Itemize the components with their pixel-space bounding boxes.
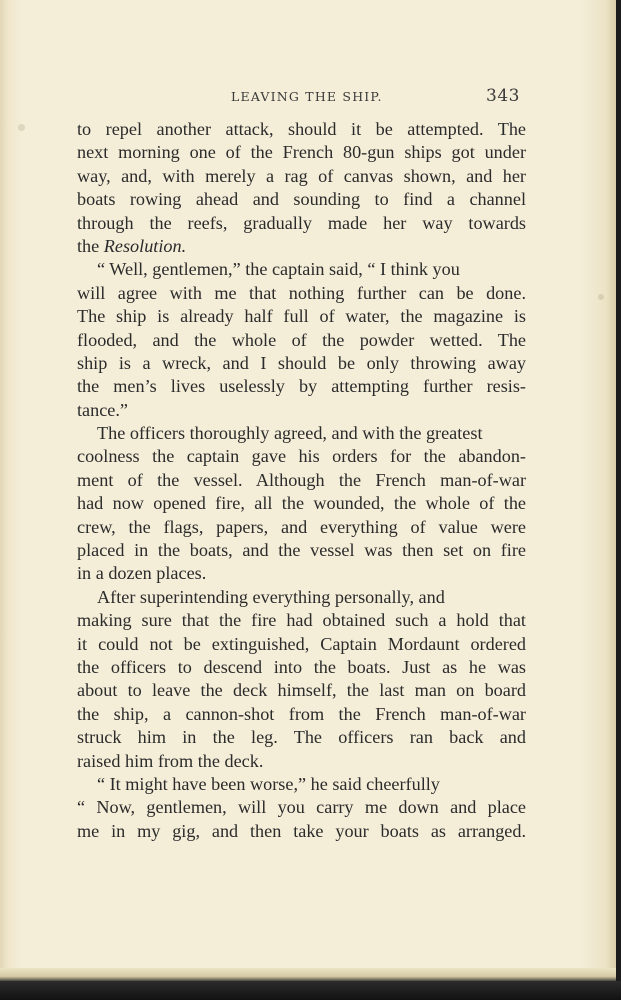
text-line: placed in the boats, and the vessel was then set on fire [77,540,526,561]
text-line: “ Now, gentlemen, will you carry me down and place [77,797,526,818]
text-line: next morning one of the French 80-gun ships got under [77,142,526,163]
text-line: struck him in the leg. The officers ran back and [77,727,526,748]
text-line: After superintending everything personally, and [97,586,445,607]
body-text [77,118,526,843]
text-line: will agree with me that nothing further can be done. [77,282,526,303]
running-title: LEAVING THE SHIP. [231,89,383,104]
text-line: in a dozen places. [77,563,207,584]
text-line: through the reefs, gradually made her way towards [77,212,526,233]
text-line: crew, the flags, papers, and everything of value were [77,516,526,537]
text-line: the officers to descend into the boats. Just as he was [77,656,526,677]
text-line-lead: the [77,235,104,256]
text-line: tance.” [77,399,128,420]
text-line: boats rowing ahead and sounding to find a channel [77,189,526,210]
text-line: to repel another attack, should it be attempted. The [77,119,526,139]
text-line: raised him from the deck. [77,750,264,771]
text-line: ment of the vessel. Although the French man-of-war [77,469,526,490]
text-line: The officers thoroughly agreed, and with the greatest [97,423,483,444]
text-line: making sure that the fire had obtained such a hold that [77,610,526,631]
text-line: about to leave the deck himself, the last man on board [77,680,526,701]
text-line: flooded, and the whole of the powder wetted. The [77,329,526,350]
running-header [0,86,616,108]
book-edge-bottom [0,981,621,1000]
ship-name: Resolution. [103,235,187,256]
text-line: coolness the captain gave his orders for the abandon- [77,446,526,467]
text-line: the ship, a cannon-shot from the French man-of-war [77,703,526,724]
text-line: “ Well, gentlemen,” the captain said, “ I think you [97,259,460,280]
page-bottom-edge [0,968,616,982]
text-line: me in my gig, and then take your boats as arranged. [77,820,526,841]
text-line: “ It might have been worse,” he said cheerfully [97,773,440,794]
page-number: 343 [486,86,520,106]
page-stain [18,124,25,131]
text-line: it could not be extinguished, Captain Mordaunt ordered [77,633,526,654]
book-edge-right [616,0,621,1000]
text-line [77,235,526,258]
text-line: ship is a wreck, and I should be only throwing away [77,352,526,373]
text-line: way, and, with merely a rag of canvas shown, and her [77,165,526,186]
text-line: the men’s lives uselessly by attempting further resis- [77,376,526,397]
text-line: The ship is already half full of water, the magazine is [77,306,526,327]
text-line: had now opened fire, all the wounded, the whole of the [77,493,526,514]
page-stain [598,294,604,300]
